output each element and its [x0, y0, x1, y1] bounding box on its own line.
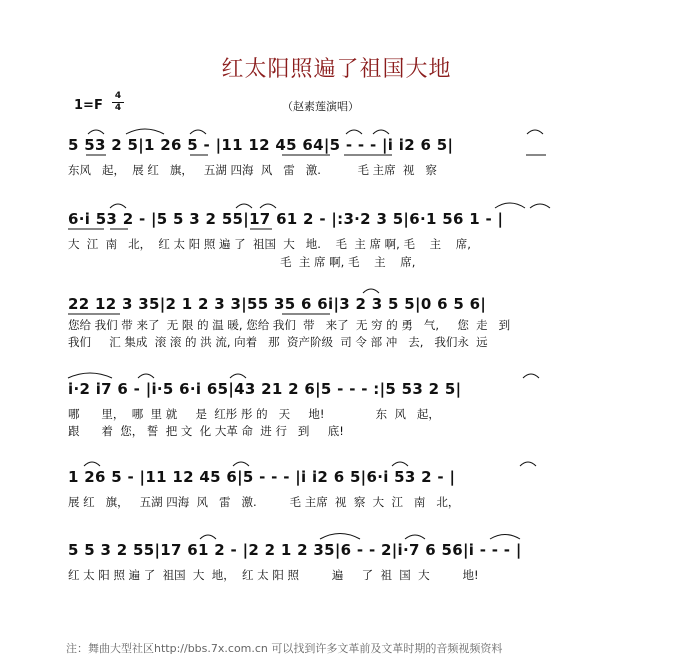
- notation-row-5: 1 26 5 - |11 12 45 6|5 - - - |i i2 6 5|6·i 53 2 - |: [68, 468, 456, 486]
- slur-mark: [346, 130, 362, 134]
- footnote: 注：舞曲大型社区http://bbs.7x.com.cn 可以找到许多文革前及文革时期的音频视频资料: [66, 642, 503, 654]
- time-signature-bottom: 4: [114, 103, 122, 113]
- slur-mark: [110, 204, 126, 208]
- slur-mark: [233, 462, 249, 466]
- slur-mark: [84, 462, 100, 466]
- slur-mark: [126, 129, 164, 134]
- slur-mark: [523, 374, 539, 378]
- slur-mark: [405, 535, 425, 539]
- song-title: 红太阳照遍了祖国大地: [221, 57, 452, 82]
- lyrics-row-2-verse-2: 毛 主 席 啊, 毛 主 席,: [68, 255, 416, 269]
- slur-mark: [495, 203, 525, 208]
- notation-row-1: 5 53 2 5|1 26 5 - |11 12 45 64|5 - - - |i i2 6 5|: [68, 136, 454, 154]
- slur-mark: [320, 534, 360, 540]
- key-signature: 1=F: [74, 98, 103, 113]
- lyrics-row-3-verse-2: 我们 汇 集成 滚 滚 的 洪 流, 向着 那 资产阶级 司 令 部 冲 去, 我们永 远: [68, 335, 488, 349]
- slur-mark: [527, 130, 543, 134]
- slur-mark: [363, 289, 379, 293]
- slur-mark: [88, 130, 104, 134]
- slur-mark: [236, 204, 252, 208]
- slur-mark: [392, 462, 408, 466]
- lyrics-row-4-verse-2: 跟 着 您， 誓 把 文 化 大革 命 进 行 到 底!: [68, 424, 344, 438]
- lyrics-row-2-verse-1: 大 江 南 北， 红 太 阳 照 遍 了 祖国 大 地. 毛 主 席 啊, 毛 主 席,: [68, 237, 471, 251]
- slur-mark: [260, 204, 276, 208]
- slur-mark: [230, 374, 246, 378]
- lyrics-row-6: 红 太 阳 照 遍 了 祖国 大 地， 红 太 阳 照 遍 了 祖 国 大 地!: [68, 568, 479, 582]
- time-signature-top: 4: [114, 91, 122, 101]
- performer-credit: （赵素莲演唱）: [282, 100, 359, 113]
- notation-row-2: 6·i 53 2 - |5 5 3 2 55|17 61 2 - |:3·2 3 5|6·1 56 1 - |: [68, 210, 504, 228]
- slur-mark: [190, 130, 206, 134]
- lyrics-row-1: 东风 起， 展 红 旗， 五湖 四海 风 雷 激. 毛 主席 视 察: [68, 163, 437, 177]
- slur-mark: [520, 462, 536, 466]
- lyrics-row-3-verse-1: 您给 我们 带 来了 无 限 的 温 暖, 您给 我们 带 来了 无 穷 的 勇 气, 您 走 到: [68, 318, 511, 332]
- slur-mark: [530, 204, 550, 208]
- notation-row-4: i·2 i7 6 - |i·5 6·i 65|43 21 2 6|5 - - - :|5 53 2 5|: [68, 380, 462, 398]
- slur-mark: [68, 373, 112, 378]
- notation-row-6: 5 5 3 2 55|17 61 2 - |2 2 1 2 35|6 - - 2|i·7 6 56|i - - - |: [68, 541, 522, 559]
- time-signature: [112, 92, 124, 113]
- slur-mark: [200, 535, 216, 539]
- slur-mark: [490, 535, 520, 540]
- slur-mark: [373, 130, 389, 134]
- lyrics-row-4-verse-1: 哪 里， 哪 里 就 是 红彤 彤 的 天 地! 东 风 起，: [68, 407, 440, 421]
- lyrics-row-5: 展 红 旗， 五湖 四海 风 雷 激. 毛 主席 视 察 大 江 南 北，: [68, 495, 460, 509]
- notation-row-3: 22 12 3 35|2 1 2 3 3|55 35 6 6i|3 2 3 5 5|0 6 5 6|: [68, 295, 487, 313]
- slur-mark: [138, 374, 154, 378]
